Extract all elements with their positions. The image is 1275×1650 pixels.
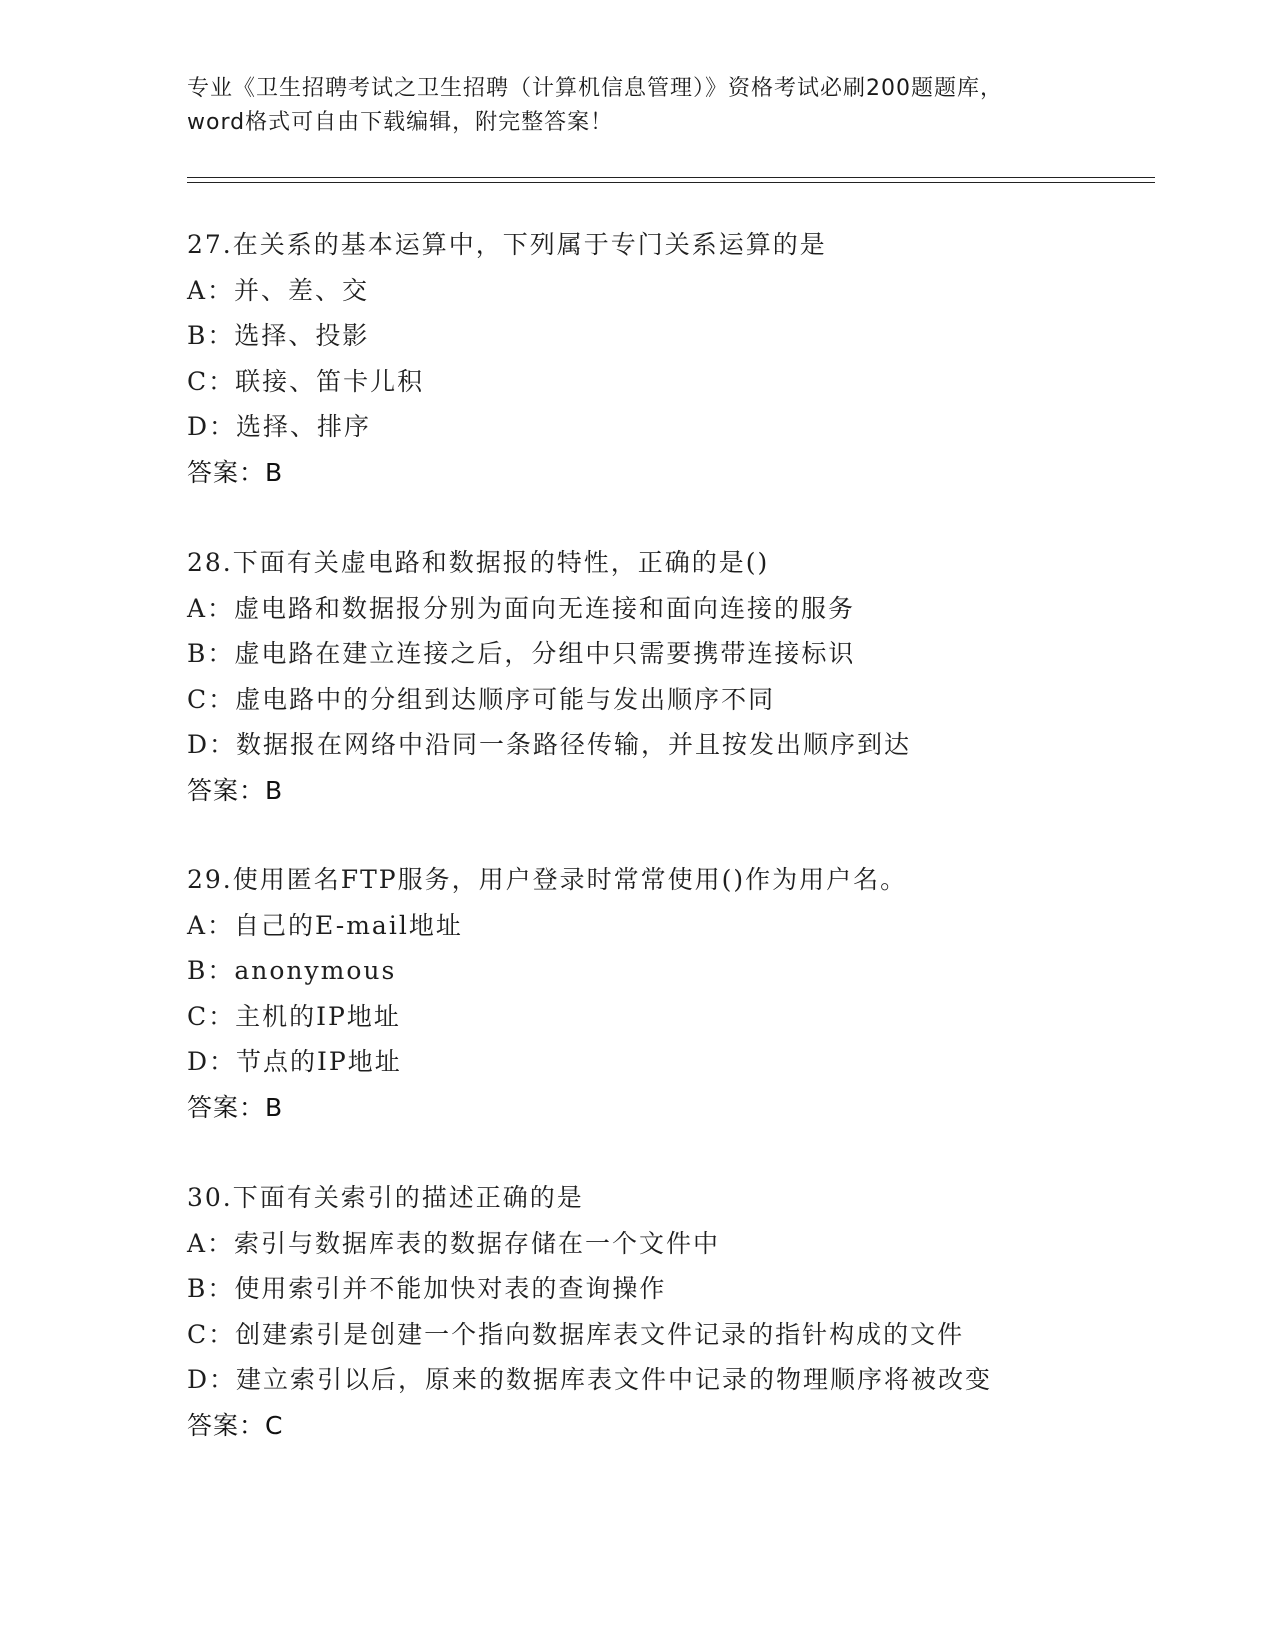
option-d: D：建立索引以后，原来的数据库表文件中记录的物理顺序将被改变 [187, 1365, 993, 1394]
option-c: C：联接、笛卡儿积 [187, 366, 425, 396]
header-divider-bottom [187, 182, 1155, 183]
answer-label: 答案： [187, 1092, 266, 1122]
option-b: B：选择、投影 [187, 321, 370, 350]
answer-label: 答案： [187, 775, 266, 805]
option-a: A：自己的E-mail地址 [187, 910, 463, 940]
option-c: C：创建索引是创建一个指向数据库表文件记录的指针构成的文件 [187, 1319, 965, 1349]
option-d: D：数据报在网络中沿同一条路径传输，并且按发出顺序到达 [187, 730, 912, 759]
answer-line [187, 450, 1147, 496]
option-a: A：虚电路和数据报分别为面向无连接和面向连接的服务 [187, 593, 856, 623]
option-a: A：并、差、交 [187, 275, 370, 305]
question-stem: 27.在关系的基本运算中，下列属于专门关系运算的是 [187, 230, 827, 259]
answer-value: B [265, 457, 284, 487]
option-c: C：虚电路中的分组到达顺序可能与发出顺序不同 [187, 684, 776, 714]
question-stem: 28.下面有关虚电路和数据报的特性，正确的是() [187, 548, 770, 577]
option-d: D：节点的IP地址 [187, 1047, 402, 1076]
header-title-line-1: 专业《卫生招聘考试之卫生招聘（计算机信息管理）》资格考试必刷200题题库， [187, 76, 1003, 101]
question-stem: 29.使用匿名FTP服务，用户登录时常常使用()作为用户名。 [187, 865, 908, 894]
answer-value: C [265, 1410, 284, 1440]
question-30 [187, 1175, 1147, 1448]
header-title-line-2: word格式可自由下载编辑，附完整答案！ [187, 110, 614, 135]
answer-value: B [265, 775, 284, 805]
option-b: B：使用索引并不能加快对表的查询操作 [187, 1274, 667, 1303]
option-d: D：选择、排序 [187, 412, 372, 441]
option-b: B：虚电路在建立连接之后，分组中只需要携带连接标识 [187, 639, 856, 668]
answer-line [187, 1403, 1147, 1449]
answer-line [187, 768, 1147, 814]
question-27 [187, 222, 1147, 495]
answer-line [187, 1085, 1147, 1131]
question-29 [187, 857, 1147, 1130]
answer-label: 答案： [187, 457, 266, 487]
answer-label: 答案： [187, 1410, 266, 1440]
document-header [187, 72, 1147, 140]
option-b: B：anonymous [187, 956, 397, 985]
question-stem: 30.下面有关索引的描述正确的是 [187, 1183, 584, 1212]
header-divider-top [187, 177, 1155, 178]
option-a: A：索引与数据库表的数据存储在一个文件中 [187, 1228, 721, 1258]
answer-value: B [265, 1092, 284, 1122]
question-28 [187, 540, 1147, 813]
option-c: C：主机的IP地址 [187, 1001, 401, 1031]
